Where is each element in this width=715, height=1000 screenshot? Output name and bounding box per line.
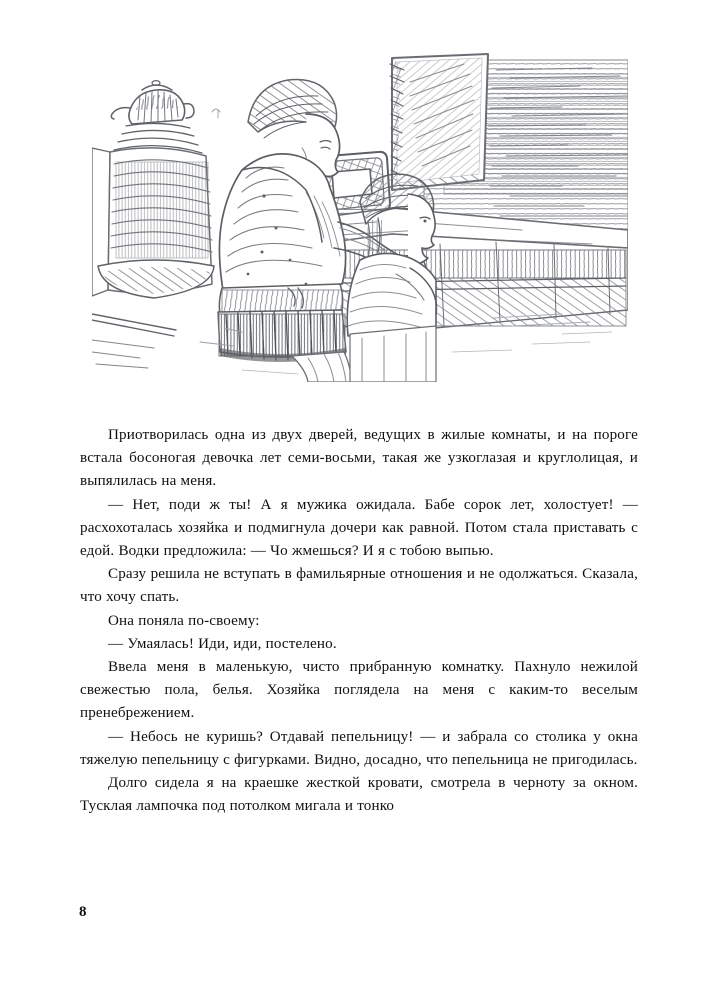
paragraph-8: Долго сидела я на краешке жесткой кровати, смотрела в черноту за окном. Тусклая лампочка под потолком мигала и тонко xyxy=(80,775,638,815)
body-text xyxy=(80,424,638,818)
paragraph-5: — Умаялась! Иди, иди, постелено. xyxy=(108,635,337,652)
chapter-illustration xyxy=(92,52,628,382)
paragraph-3: Сразу решила не вступать в фамильярные отношения и не одолжаться. Сказала, что хочу спать. xyxy=(80,566,638,606)
paragraph-7: — Небось не куришь? Отдавай пепельницу! — и забрала со столика у окна тяжелую пепельницу с фигурками. Видно, досадно, что пепельница не пригодилась. xyxy=(80,728,638,768)
paragraph-1: Приотворилась одна из двух дверей, ведущих в жилые комнаты, и на пороге встала босоногая девочка лет семи-восьми, такая же узкоглазая и круглолицая, и выпялилась на меня. xyxy=(80,427,638,490)
page-number: 8 xyxy=(79,904,87,920)
paragraph-4: Она поняла по-своему: xyxy=(108,612,260,629)
illustration-drawing xyxy=(92,52,628,382)
paragraph-6: Ввела меня в маленькую, чисто прибранную комнатку. Пахнуло нежилой свежестью пола, белья. Хозяйка поглядела на меня с каким-то веселым пренебрежением. xyxy=(80,659,638,722)
paragraph-2: — Нет, поди ж ты! А я мужика ожидала. Бабе сорок лет, холостует! — расхохоталась хозяйка и подмигнула дочери как равной. Потом стала приставать с едой. Водки предложила: — Чо жмешься? И я с тобою выпью. xyxy=(80,496,638,560)
